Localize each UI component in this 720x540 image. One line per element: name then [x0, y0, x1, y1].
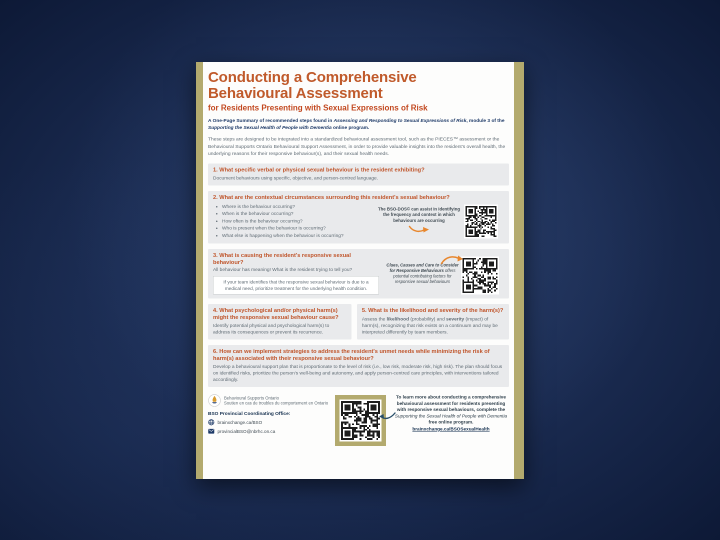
section-question-1 — [208, 163, 509, 185]
footer — [208, 394, 509, 446]
bullet-item: • Where is the behaviour occurring? — [222, 203, 372, 210]
section-4-body: Identify potential physical and psychological harm(s) to address its consequences or prevent its recurrence. — [213, 323, 330, 335]
office-label: BSO Provincial Coordinating Office: — [208, 411, 291, 417]
curved-arrow-icon — [440, 255, 464, 266]
section-5-body: Assess the likelihood (probability) and severity (impact) of harm(s), recognizing that risk exists on a continuum and may be interpreted differently by team members. — [361, 316, 498, 335]
left-khaki-band — [196, 62, 203, 479]
section-3-title: 3. What is causing the resident's responsive sexual behaviour? — [213, 252, 351, 266]
clues-causes-callout: Clues, Causes and Care to Consider for Responsive Behaviours offers potential contributing factors for responsive sexual behaviours — [386, 262, 459, 284]
summary-text: A One-Page Summary of recommended steps found in Assessing and Responding to Sexual Expressions of Risk, module 3 of the Supporting the Sexual Health of People with Dementia online program. — [208, 118, 505, 131]
poster-page — [196, 62, 524, 479]
website-link[interactable]: brainxchange.ca/BSO — [217, 419, 263, 425]
qr-code-sexual-health-program — [340, 400, 382, 442]
learn-more-text: To learn more about conducting a comprehensive behavioural assessment for residents presenting with responsive sexual behaviours, complete the Supporting the Sexual Health of People with Dementia free online program. — [394, 394, 508, 425]
section-2-title: 2. What are the contextual circumstances surrounding this resident's sexual behaviour? — [213, 194, 450, 201]
bullet-item: • Who is present when the behaviour is occurring? — [222, 225, 372, 232]
email-icon — [208, 428, 215, 435]
curved-arrow-icon — [408, 225, 430, 234]
section-6-title: 6. How can we implement strategies to address the resident's unmet needs while minimizing the risk of harm(s) associated with their responsive sexual behaviour? — [213, 348, 490, 362]
right-khaki-band — [514, 62, 524, 479]
section-6-body: Develop a behavioural support plan that is proportionate to the level of risk (i.e., low risk, moderate risk, high risk). The plan should focus on identified risks, prioritize the person's well-being and autonomy, and apply person-centred care principles, with interventions tailored accordingly. — [213, 364, 503, 383]
section-1-title: 1. What specific verbal or physical sexual behaviour is the resident exhibiting? — [213, 166, 425, 173]
learn-more-link[interactable]: brainxchange.ca/BSOSexualHealth — [412, 426, 490, 432]
section-4-title: 4. What psychological and/or physical harm(s) might the responsive sexual behaviour cause? — [213, 307, 339, 321]
qr-code-bso-dos — [464, 204, 498, 238]
section-5-title: 5. What is the likelihood and severity of the harm(s)? — [361, 307, 504, 314]
section-3-lead: All behaviour has meaning! What is the resident trying to tell you? — [213, 267, 353, 273]
page-title: Conducting a Comprehensive Behavioural Assessment — [208, 69, 417, 102]
section-question-2 — [208, 191, 509, 244]
bso-dos-callout: The BSO-DOS© can assist in identifying the frequency and context in which behaviours are occurring — [378, 206, 460, 223]
page-subtitle: for Residents Presenting with Sexual Expressions of Risk — [208, 104, 428, 113]
section-1-body: Document behaviours using specific, objective, and person-centred language. — [213, 175, 379, 181]
bullet-item: • When is the behaviour occurring? — [222, 211, 372, 218]
section-question-5 — [357, 304, 509, 340]
qr-code-clues-causes — [461, 257, 499, 295]
curved-arrow-icon — [378, 411, 396, 422]
bso-logo — [208, 394, 221, 407]
medical-need-note-box: If your team identifies that the responsive sexual behaviour is due to a medical need, prioritize treatment for the underlying health condition. — [213, 276, 379, 295]
bullet-item: • What else is happening when the behaviour is occurring? — [222, 232, 372, 239]
globe-icon — [208, 419, 215, 426]
section-question-3 — [208, 249, 509, 299]
section-question-6 — [208, 345, 509, 387]
context-bullet-list — [216, 203, 372, 239]
section-question-4 — [208, 304, 351, 340]
email-link[interactable]: provincialBSO@nbrhc.on.ca — [217, 428, 276, 434]
bullet-item: • How often is the behaviour occurring? — [222, 218, 372, 225]
intro-paragraph: These steps are designed to be integrated into a standardized behavioural assessment tool, such as the PIECES™ assessment or the Behavioural Supports Ontario Behavioural Support Assessment, in order to provide valuable insights into the resident's overall health, the underlying reasons for their responsive behaviour(s), and their sexual health needs. — [208, 136, 506, 157]
org-name: Behavioural Supports Ontario Soutien en cas de troubles du comportement en Ontario — [224, 395, 329, 406]
